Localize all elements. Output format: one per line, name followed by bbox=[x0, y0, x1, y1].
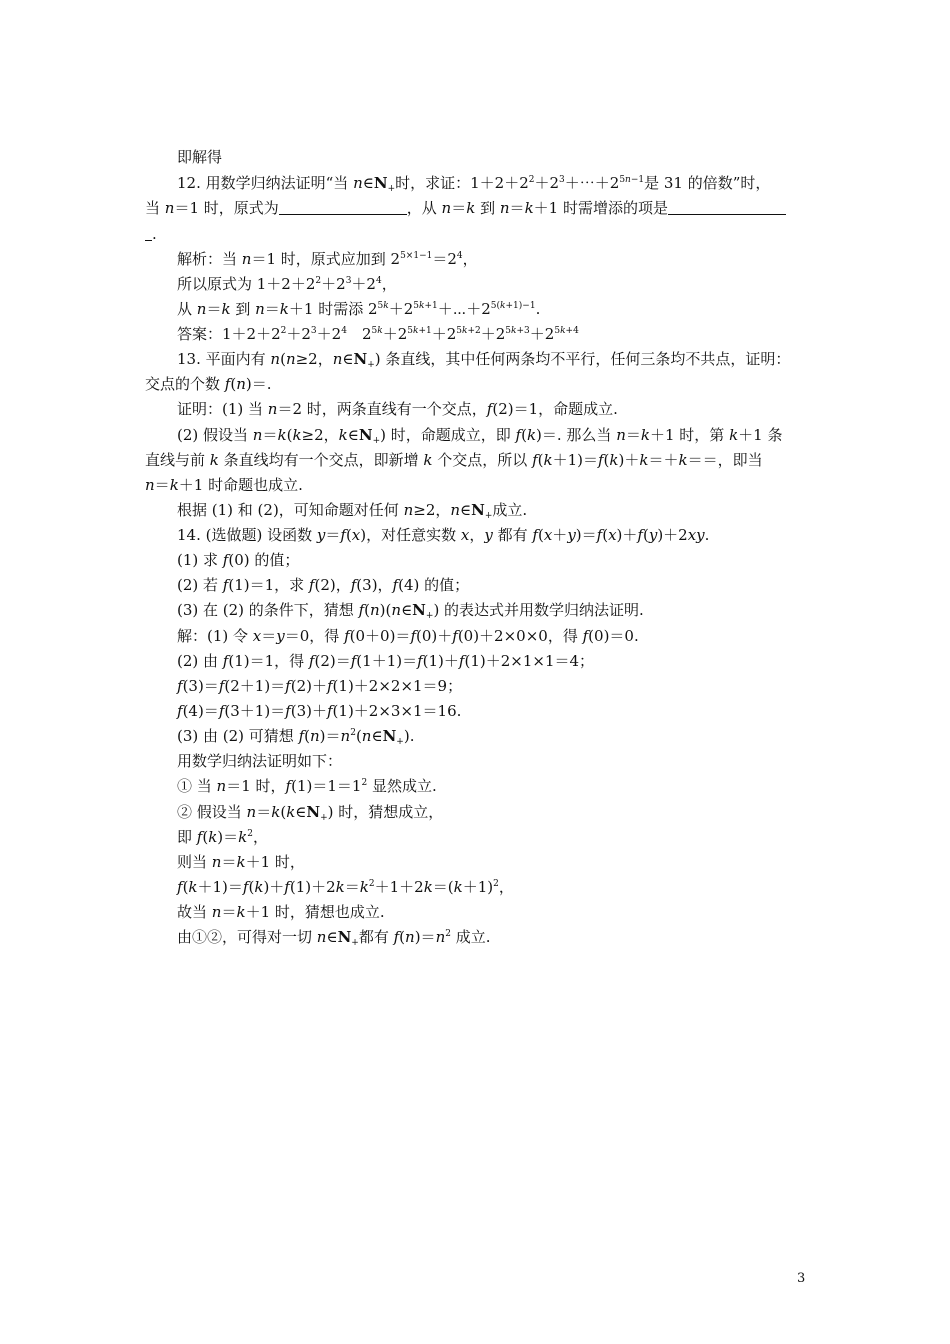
solution-line: 所以原式为 $1+2+2^2+2^3+2^4$， bbox=[177, 275, 397, 293]
solution-line: 解析：当 n＝1 时，原式应加到 $2^{5\times 1-1}=2^4$， bbox=[177, 250, 478, 268]
answer-line: 答案：$1+2+2^2+2^3+2^4$ $2^{5k}+2^{5k+1}+2^{5k+2}+2^{5k+3}+2^{5k+4}$ bbox=[177, 325, 579, 343]
proof-line: 根据 (1) 和 (2)，可知命题对任何 n≥2，$n\in N_+$成立. bbox=[177, 501, 528, 521]
solution-line: (2) 由 f(1)＝1，得 f(2)＝f(1＋1)＝f(1)＋f(1)＋2×1×1＝4； bbox=[177, 652, 595, 670]
solution-line: (3) 由 (2) 可猜想 $f(n)=n^2(n\in N_+)$. bbox=[177, 727, 415, 747]
problem-12-statement: 12. 用数学归纳法证明“当 $n\in N_+$时，求证：$1+2+2^2+2^3+\cdots+2^{5n-1}$是 31 的倍数”时， bbox=[177, 174, 771, 194]
solution-line: 即 $f(k)=k^2$， bbox=[177, 828, 268, 846]
problem-12-statement-cont: 当 n＝1 时，原式为 ，从 n＝k 到 n＝k＋1 时需增添的项是 bbox=[145, 198, 786, 218]
problem-14-statement: 14. (选做题) 设函数 y＝f(x)，对任意实数 x，y 都有 f(x＋y)＝f(x)＋f(y)＋2xy. bbox=[177, 526, 710, 544]
problem-14-part: (1) 求 f(0) 的值； bbox=[177, 551, 300, 569]
proof-line: n＝k＋1 时命题也成立. bbox=[145, 476, 303, 494]
solution-line: $f(k+1)=f(k)+f(1)+2k=k^2+1+2k=(k+1)^2$， bbox=[177, 878, 514, 896]
text-line: 即解得 bbox=[177, 148, 223, 166]
solution-line: 解：(1) 令 x＝y＝0，得 f(0＋0)＝f(0)＋f(0)＋2×0×0，得 f(0)＝0. bbox=[177, 627, 639, 645]
solution-line: ① 当 n＝1 时，$f(1)=1=1^2$ 显然成立. bbox=[177, 777, 437, 795]
solution-line: f(3)＝f(2＋1)＝f(2)＋f(1)＋2×2×1＝9； bbox=[177, 677, 463, 695]
problem-13-statement: 13. 平面内有 n(n≥2，$n\in N_+$) 条直线，其中任何两条均不平行，任何三条均不共点，证明： bbox=[177, 350, 791, 370]
problem-12-blank-end: . bbox=[145, 224, 157, 244]
solution-line: 则当 n＝k＋1 时， bbox=[177, 853, 305, 871]
answer-blank bbox=[145, 226, 152, 241]
page-number: 3 bbox=[797, 1271, 806, 1286]
solution-line: ② 假设当 $n=k(k\in N_+)$ 时，猜想成立， bbox=[177, 803, 444, 823]
answer-blank bbox=[279, 200, 407, 215]
solution-line: 由①②，可得对一切 $n\in N_+$都有 $f(n)=n^2$ 成立. bbox=[177, 928, 491, 948]
solution-line: f(4)＝f(3＋1)＝f(3)＋f(1)＋2×3×1＝16. bbox=[177, 702, 462, 720]
proof-line: (2) 假设当 n＝k(k≥2，$k\in N_+$) 时，命题成立，即 f(k)＝. 那么当 n＝k＋1 时，第 k＋1 条 bbox=[177, 426, 783, 446]
problem-14-part: (3) 在 (2) 的条件下，猜想 $f(n)(n\in N_+)$ 的表达式并用数学归纳法证明. bbox=[177, 601, 644, 621]
answer-blank bbox=[668, 200, 786, 215]
proof-line: 直线与前 k 条直线均有一个交点，即新增 k 个交点，所以 f(k＋1)＝f(k)＋k＝＋k＝＝，即当 bbox=[145, 451, 763, 469]
problem-14-part: (2) 若 f(1)＝1，求 f(2)，f(3)，f(4) 的值； bbox=[177, 576, 470, 594]
solution-line: 故当 n＝k＋1 时，猜想也成立. bbox=[177, 903, 385, 921]
solution-line: 用数学归纳法证明如下： bbox=[177, 752, 343, 770]
problem-13-statement-cont: 交点的个数 f(n)＝. bbox=[145, 375, 272, 393]
solution-line: 从 n＝k 到 n＝k＋1 时需添 $2^{5k}+2^{5k+1}+\cdots+2^{5(k+1)-1}$. bbox=[177, 300, 541, 318]
proof-line: 证明：(1) 当 n＝2 时，两条直线有一个交点，f(2)＝1，命题成立. bbox=[177, 400, 618, 418]
